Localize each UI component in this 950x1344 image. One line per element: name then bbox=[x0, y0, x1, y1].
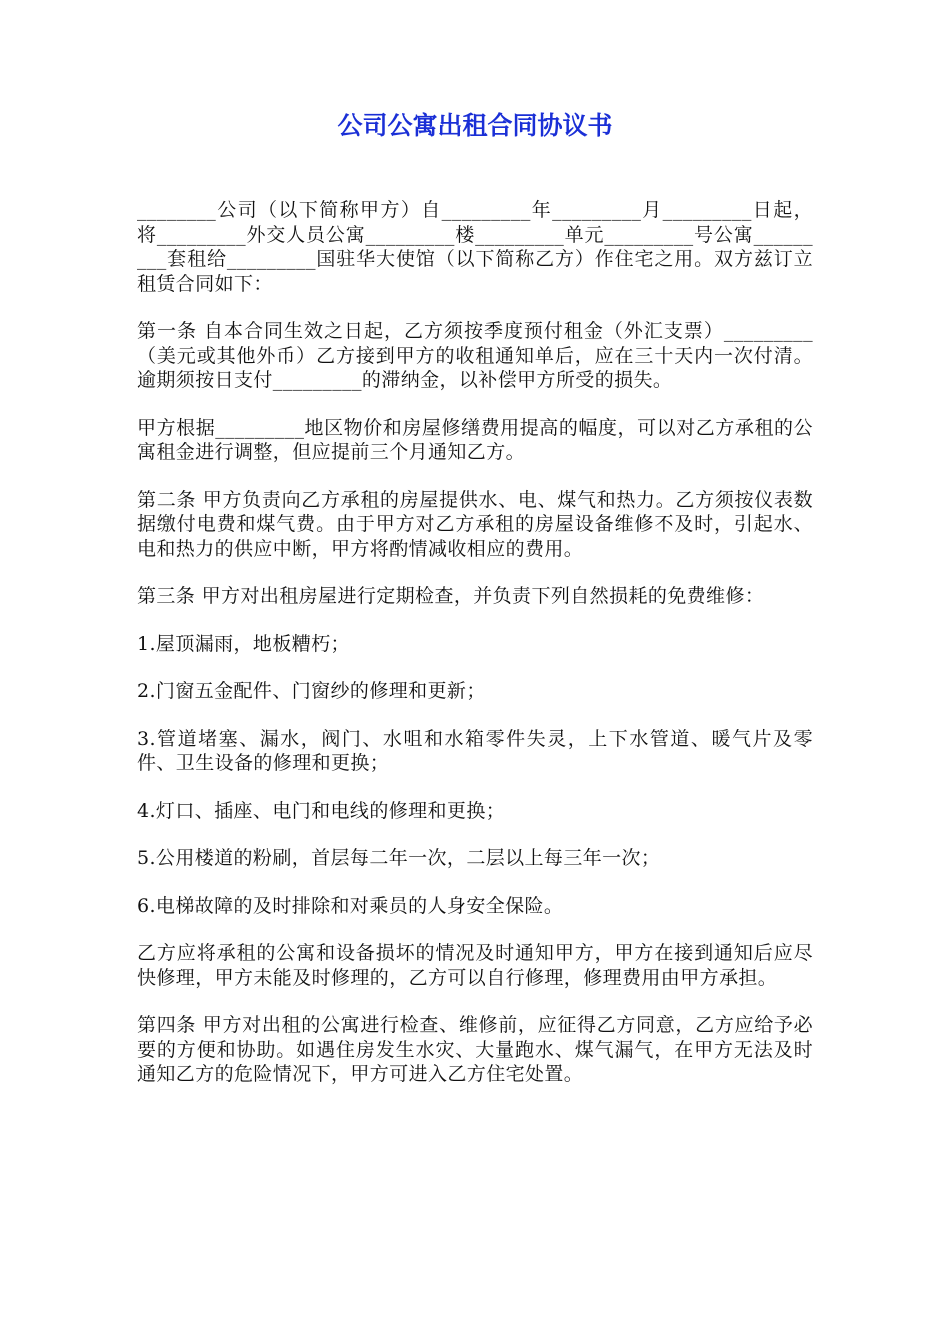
paragraph-article-3: 第三条 甲方对出租房屋进行定期检查，并负责下列自然损耗的免费维修： bbox=[137, 585, 765, 607]
list-item-4: 4.灯口、插座、电门和电线的修理和更换； bbox=[137, 799, 506, 822]
paragraph-article-4: 第四条 甲方对出租的公寓进行检查、维修前，应征得乙方同意，乙方应给予必要的方便和协助。如遇住房发生水灾、大量跑水、煤气漏气，在甲方无法及时通知乙方的危险情况下，甲方可进入乙方住宅处置。 bbox=[137, 1014, 813, 1085]
paragraph-intro: ________公司（以下简称甲方）自_________年_________月_________日起，将_________外交人员公寓_________楼_________单元_________号公寓_________套租给_________国驻华大使馆（以下简称乙方）作住宅之用。双方兹订立租赁合同如下： bbox=[137, 199, 813, 295]
paragraph-damage-notice: 乙方应将承租的公寓和设备损坏的情况及时通知甲方，甲方在接到通知后应尽快修理，甲方未能及时修理的，乙方可以自行修理，修理费用由甲方承担。 bbox=[137, 942, 813, 989]
paragraph-article-1: 第一条 自本合同生效之日起，乙方须按季度预付租金（外汇支票）_________（美元或其他外币）乙方接到甲方的收租通知单后，应在三十天内一次付清。逾期须按日支付_________的滞纳金，以补偿甲方所受的损失。 bbox=[137, 320, 813, 391]
list-item-2: 2.门窗五金配件、门窗纱的修理和更新； bbox=[137, 680, 486, 702]
document-title: 公司公寓出租合同协议书 bbox=[337, 111, 613, 140]
paragraph-rent-adjustment: 甲方根据_________地区物价和房屋修缮费用提高的幅度，可以对乙方承租的公寓租金进行调整，但应提前三个月通知乙方。 bbox=[137, 416, 813, 463]
paragraph-article-2: 第二条 甲方负责向乙方承租的房屋提供水、电、煤气和热力。乙方须按仪表数据缴付电费和煤气费。由于甲方对乙方承租的房屋设备维修不及时，引起水、电和热力的供应中断，甲方将酌情减收相应的费用。 bbox=[137, 488, 813, 560]
list-item-5: 5.公用楼道的粉刷，首层每二年一次，二层以上每三年一次； bbox=[137, 847, 661, 869]
list-item-6: 6.电梯故障的及时排除和对乘员的人身安全保险。 bbox=[137, 894, 564, 917]
list-item-1: 1.屋顶漏雨，地板糟朽； bbox=[137, 632, 350, 655]
document-body bbox=[137, 198, 813, 1110]
list-item-3: 3.管道堵塞、漏水，阀门、水咀和水箱零件失灵，上下水管道、暖气片及零件、卫生设备的修理和更换； bbox=[137, 727, 813, 774]
